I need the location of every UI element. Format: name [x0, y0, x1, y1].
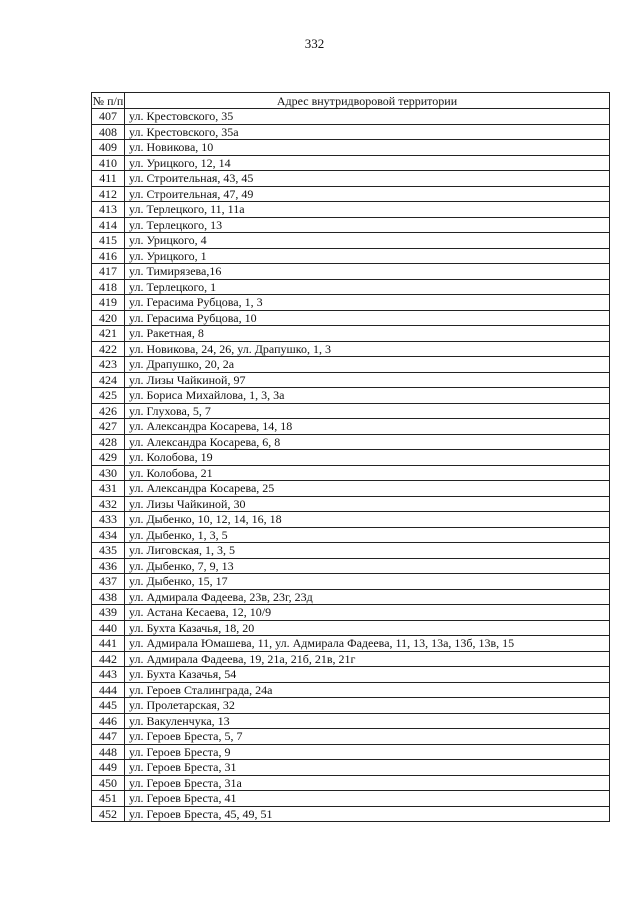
row-number-cell: 442: [92, 651, 125, 667]
row-number-cell: 435: [92, 543, 125, 559]
address-cell: ул. Героев Бреста, 5, 7: [125, 729, 610, 745]
row-number-cell: 445: [92, 698, 125, 714]
address-cell: ул. Дыбенко, 10, 12, 14, 16, 18: [125, 512, 610, 528]
row-number-cell: 424: [92, 372, 125, 388]
table-row: [92, 775, 610, 791]
table-row: [92, 326, 610, 342]
row-number-cell: 451: [92, 791, 125, 807]
address-cell: ул. Крестовского, 35а: [125, 124, 610, 140]
address-cell: ул. Героев Бреста, 45, 49, 51: [125, 806, 610, 822]
address-cell: ул. Колобова, 21: [125, 465, 610, 481]
row-number-cell: 410: [92, 155, 125, 171]
row-number-cell: 436: [92, 558, 125, 574]
address-cell: ул. Урицкого, 4: [125, 233, 610, 249]
address-cell: ул. Адмирала Фадеева, 19, 21а, 21б, 21в, 21г: [125, 651, 610, 667]
address-cell: ул. Дыбенко, 1, 3, 5: [125, 527, 610, 543]
address-cell: ул. Строительная, 47, 49: [125, 186, 610, 202]
address-cell: ул. Адмирала Юмашева, 11, ул. Адмирала Фадеева, 11, 13, 13а, 13б, 13в, 15: [125, 636, 610, 652]
table-row: [92, 233, 610, 249]
row-number-cell: 409: [92, 140, 125, 156]
address-cell: ул. Глухова, 5, 7: [125, 403, 610, 419]
row-number-cell: 415: [92, 233, 125, 249]
row-number-cell: 452: [92, 806, 125, 822]
address-cell: ул. Лизы Чайкиной, 97: [125, 372, 610, 388]
address-cell: ул. Тимирязева,16: [125, 264, 610, 280]
row-number-cell: 419: [92, 295, 125, 311]
row-number-cell: 420: [92, 310, 125, 326]
row-number-cell: 450: [92, 775, 125, 791]
table-row: [92, 636, 610, 652]
row-number-cell: 411: [92, 171, 125, 187]
column-header-address: Адрес внутридворовой территории: [125, 93, 610, 109]
address-cell: ул. Терлецкого, 1: [125, 279, 610, 295]
table-row: [92, 140, 610, 156]
table-row: [92, 388, 610, 404]
row-number-cell: 431: [92, 481, 125, 497]
row-number-cell: 408: [92, 124, 125, 140]
table-row: [92, 310, 610, 326]
row-number-cell: 413: [92, 202, 125, 218]
address-cell: ул. Бухта Казачья, 54: [125, 667, 610, 683]
address-cell: ул. Колобова, 19: [125, 450, 610, 466]
row-number-cell: 421: [92, 326, 125, 342]
table-row: [92, 155, 610, 171]
address-cell: ул. Строительная, 43, 45: [125, 171, 610, 187]
table-row: [92, 248, 610, 264]
table-row: [92, 543, 610, 559]
address-cell: ул. Новикова, 10: [125, 140, 610, 156]
table-row: [92, 124, 610, 140]
table-row: [92, 419, 610, 435]
table-row: [92, 620, 610, 636]
table-row: [92, 589, 610, 605]
table-row: [92, 372, 610, 388]
row-number-cell: 412: [92, 186, 125, 202]
address-cell: ул. Урицкого, 12, 14: [125, 155, 610, 171]
row-number-cell: 422: [92, 341, 125, 357]
row-number-cell: 448: [92, 744, 125, 760]
table-row: [92, 186, 610, 202]
row-number-cell: 437: [92, 574, 125, 590]
address-cell: ул. Дыбенко, 7, 9, 13: [125, 558, 610, 574]
address-cell: ул. Герасима Рубцова, 1, 3: [125, 295, 610, 311]
row-number-cell: 446: [92, 713, 125, 729]
address-cell: ул. Крестовского, 35: [125, 109, 610, 125]
table-row: [92, 760, 610, 776]
row-number-cell: 425: [92, 388, 125, 404]
row-number-cell: 423: [92, 357, 125, 373]
address-cell: ул. Драпушко, 20, 2а: [125, 357, 610, 373]
address-table: [91, 92, 610, 822]
table-row: [92, 465, 610, 481]
table-row: [92, 341, 610, 357]
row-number-cell: 443: [92, 667, 125, 683]
row-number-cell: 434: [92, 527, 125, 543]
row-number-cell: 417: [92, 264, 125, 280]
column-header-number: № п/п: [92, 93, 124, 108]
table-row: [92, 744, 610, 760]
table-row: [92, 264, 610, 280]
table-row: [92, 171, 610, 187]
row-number-cell: 440: [92, 620, 125, 636]
address-cell: ул. Героев Бреста, 31: [125, 760, 610, 776]
row-number-cell: 430: [92, 465, 125, 481]
table-row: [92, 729, 610, 745]
address-cell: ул. Александра Косарева, 6, 8: [125, 434, 610, 450]
table-row: [92, 605, 610, 621]
address-cell: ул. Урицкого, 1: [125, 248, 610, 264]
row-number-cell: 438: [92, 589, 125, 605]
address-cell: ул. Героев Бреста, 41: [125, 791, 610, 807]
table-row: [92, 713, 610, 729]
address-cell: ул. Астана Кесаева, 12, 10/9: [125, 605, 610, 621]
table-row: [92, 217, 610, 233]
address-cell: ул. Бориса Михайлова, 1, 3, 3а: [125, 388, 610, 404]
row-number-cell: 433: [92, 512, 125, 528]
address-cell: ул. Героев Бреста, 9: [125, 744, 610, 760]
table-row: [92, 527, 610, 543]
row-number-cell: 427: [92, 419, 125, 435]
table-row: [92, 667, 610, 683]
row-number-cell: 432: [92, 496, 125, 512]
table-row: [92, 496, 610, 512]
table-row: [92, 109, 610, 125]
address-cell: ул. Вакуленчука, 13: [125, 713, 610, 729]
address-cell: ул. Пролетарская, 32: [125, 698, 610, 714]
row-number-cell: 407: [92, 109, 125, 125]
table-row: [92, 558, 610, 574]
table-row: [92, 450, 610, 466]
table-row: [92, 202, 610, 218]
row-number-cell: 418: [92, 279, 125, 295]
page-number: 332: [304, 36, 325, 51]
row-number-cell: 449: [92, 760, 125, 776]
address-cell: ул. Ракетная, 8: [125, 326, 610, 342]
table-row: [92, 512, 610, 528]
table-row: [92, 279, 610, 295]
table-row: [92, 295, 610, 311]
address-cell: ул. Лиговская, 1, 3, 5: [125, 543, 610, 559]
row-number-cell: 426: [92, 403, 125, 419]
address-cell: ул. Терлецкого, 11, 11а: [125, 202, 610, 218]
address-cell: ул. Дыбенко, 15, 17: [125, 574, 610, 590]
row-number-cell: 428: [92, 434, 125, 450]
address-cell: ул. Новикова, 24, 26, ул. Драпушко, 1, 3: [125, 341, 610, 357]
address-cell: ул. Героев Сталинграда, 24а: [125, 682, 610, 698]
address-cell: ул. Герасима Рубцова, 10: [125, 310, 610, 326]
row-number-cell: 439: [92, 605, 125, 621]
table-row: [92, 682, 610, 698]
address-cell: ул. Лизы Чайкиной, 30: [125, 496, 610, 512]
address-cell: ул. Терлецкого, 13: [125, 217, 610, 233]
table-row: [92, 357, 610, 373]
table-row: [92, 806, 610, 822]
address-cell: ул. Адмирала Фадеева, 23в, 23г, 23д: [125, 589, 610, 605]
row-number-cell: 414: [92, 217, 125, 233]
table-row: [92, 403, 610, 419]
address-cell: ул. Бухта Казачья, 18, 20: [125, 620, 610, 636]
table-header-row: [92, 93, 610, 109]
address-cell: ул. Александра Косарева, 14, 18: [125, 419, 610, 435]
table-row: [92, 791, 610, 807]
row-number-cell: 441: [92, 636, 125, 652]
row-number-cell: 429: [92, 450, 125, 466]
table-row: [92, 698, 610, 714]
table-row: [92, 651, 610, 667]
table-row: [92, 481, 610, 497]
row-number-cell: 444: [92, 682, 125, 698]
table-row: [92, 574, 610, 590]
address-cell: ул. Героев Бреста, 31а: [125, 775, 610, 791]
table-row: [92, 434, 610, 450]
address-cell: ул. Александра Косарева, 25: [125, 481, 610, 497]
row-number-cell: 416: [92, 248, 125, 264]
row-number-cell: 447: [92, 729, 125, 745]
table-body: [92, 109, 610, 822]
